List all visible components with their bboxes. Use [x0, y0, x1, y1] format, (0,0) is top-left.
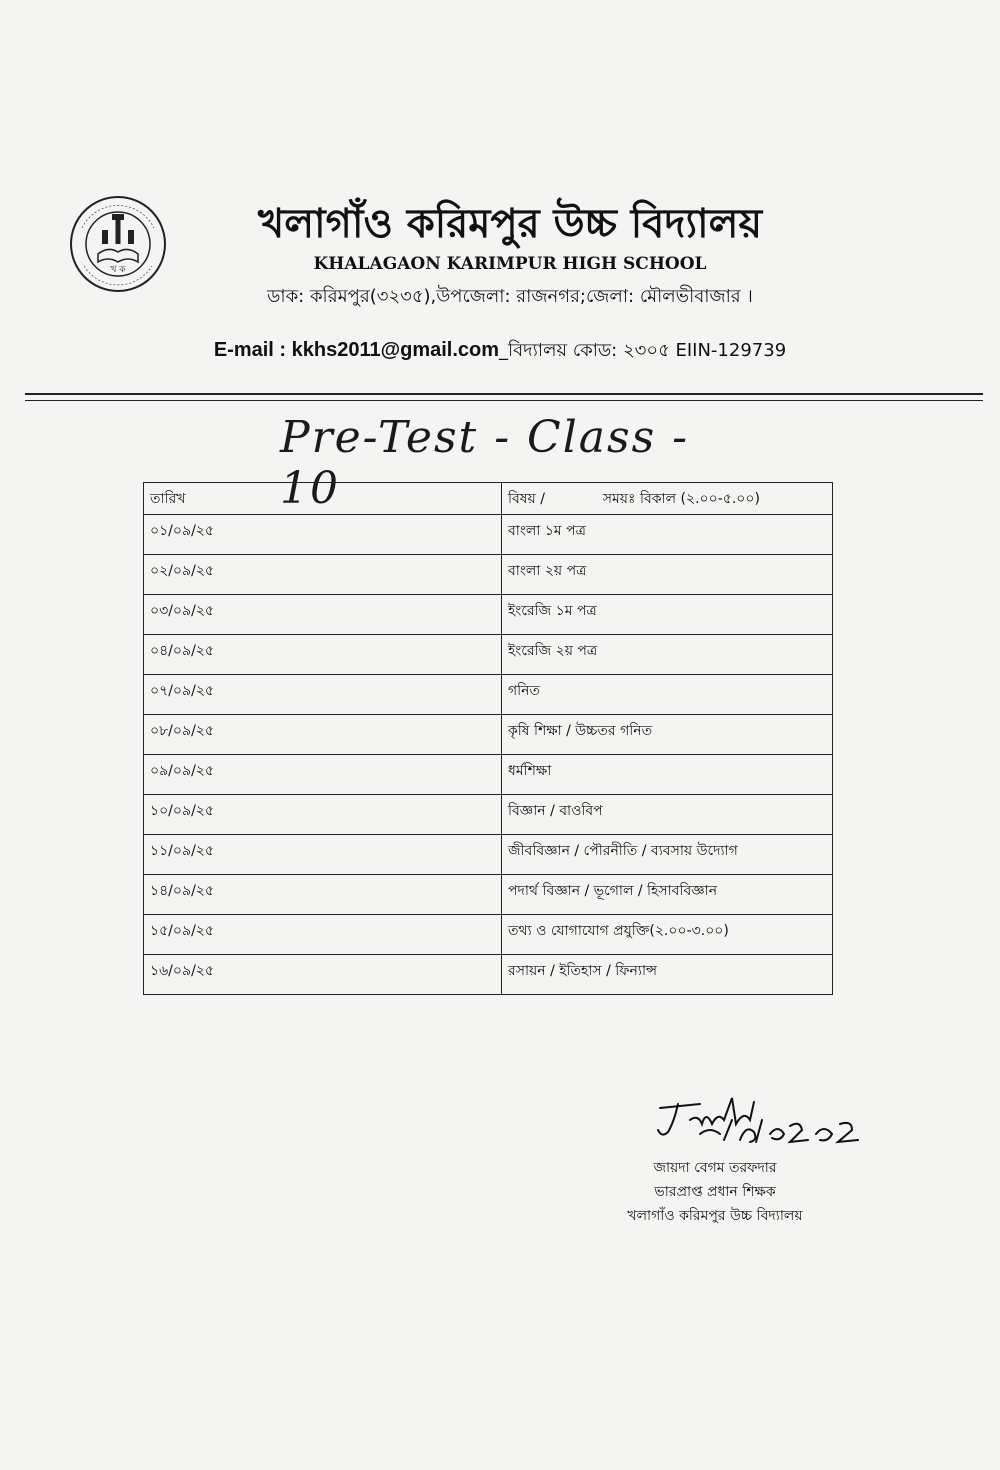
table-row — [144, 515, 833, 555]
exam-date-cell: ০১/০৯/২৫ — [144, 515, 502, 555]
table-row — [144, 635, 833, 675]
table-row — [144, 755, 833, 795]
school-address: ডাক: করিমপুর(৩২৩৫),উপজেলা: রাজনগর;জেলা: মৌলভীবাজার । — [267, 286, 753, 307]
table-row — [144, 555, 833, 595]
table-row — [144, 595, 833, 635]
svg-text:খ ক: খ ক — [110, 265, 126, 275]
contact-line — [130, 336, 870, 367]
signer-institution: খলাগাঁও করিমপুর উচ্চ বিদ্যালয় — [627, 1208, 803, 1224]
exam-subject-cell: ইংরেজি ২য় পত্র — [502, 635, 833, 675]
exam-subject-cell: বাংলা ১ম পত্র — [502, 515, 833, 555]
table-header-row — [144, 483, 833, 515]
exam-schedule-table — [143, 482, 833, 995]
exam-subject-cell: রসায়ন / ইতিহাস / ফিন্যান্স — [502, 955, 833, 995]
exam-date-cell: ০৭/০৯/২৫ — [144, 675, 502, 715]
header-divider-thin — [25, 400, 983, 401]
exam-title: Pre-Test - Class - 10 — [280, 412, 690, 514]
signer-designation: ভারপ্রাপ্ত প্রধান শিক্ষক — [654, 1184, 776, 1200]
header-divider-thick — [25, 393, 983, 395]
header-date: তারিখ — [144, 483, 502, 515]
exam-subject-cell: ধর্মশিক্ষা — [502, 755, 833, 795]
exam-subject-cell: বিজ্ঞান / বাওবিপ — [502, 795, 833, 835]
email-text: E-mail : kkhs2011@gmail.com — [213, 339, 500, 361]
signature-scribble — [640, 1090, 900, 1150]
exam-date-cell: ০৪/০৯/২৫ — [144, 635, 502, 675]
exam-subject-cell: জীববিজ্ঞান / পৌরনীতি / ব্যবসায় উদ্যোগ — [502, 835, 833, 875]
exam-date-cell: ১৬/০৯/২৫ — [144, 955, 502, 995]
school-code-text: _বিদ্যালয় কোড: ২৩০৫ EIIN-129739 — [499, 340, 787, 361]
table-row — [144, 915, 833, 955]
exam-subject-cell: তথ্য ও যোগাযোগ প্রযুক্তি(২.০০-৩.০০) — [502, 915, 833, 955]
school-name-english: KHALAGAON KARIMPUR HIGH SCHOOL — [313, 254, 707, 274]
table-row — [144, 875, 833, 915]
exam-subject-cell: কৃষি শিক্ষা / উচ্চতর গনিত — [502, 715, 833, 755]
header-subject: বিষয় / সময়ঃ বিকাল (২.০০-৫.০০) — [502, 483, 833, 515]
exam-date-cell: ০৮/০৯/২৫ — [144, 715, 502, 755]
school-name-bengali: খলাগাঁও করিমপুর উচ্চ বিদ্যালয় — [257, 201, 763, 247]
exam-date-cell: ০২/০৯/২৫ — [144, 555, 502, 595]
exam-subject-cell: বাংলা ২য় পত্র — [502, 555, 833, 595]
exam-subject-cell: গনিত — [502, 675, 833, 715]
exam-date-cell: ০৩/০৯/২৫ — [144, 595, 502, 635]
table-row — [144, 795, 833, 835]
signer-name: জায়দা বেগম তরফদার — [653, 1160, 777, 1176]
school-seal-logo — [68, 188, 168, 300]
exam-date-cell: ১৪/০৯/২৫ — [144, 875, 502, 915]
exam-subject-cell: ইংরেজি ১ম পত্র — [502, 595, 833, 635]
table-row — [144, 835, 833, 875]
table-row — [144, 955, 833, 995]
exam-date-cell: ১০/০৯/২৫ — [144, 795, 502, 835]
exam-date-cell: ১৫/০৯/২৫ — [144, 915, 502, 955]
table-row — [144, 715, 833, 755]
exam-subject-cell: পদার্থ বিজ্ঞান / ভূগোল / হিসাববিজ্ঞান — [502, 875, 833, 915]
exam-date-cell: ০৯/০৯/২৫ — [144, 755, 502, 795]
table-row — [144, 675, 833, 715]
exam-date-cell: ১১/০৯/২৫ — [144, 835, 502, 875]
